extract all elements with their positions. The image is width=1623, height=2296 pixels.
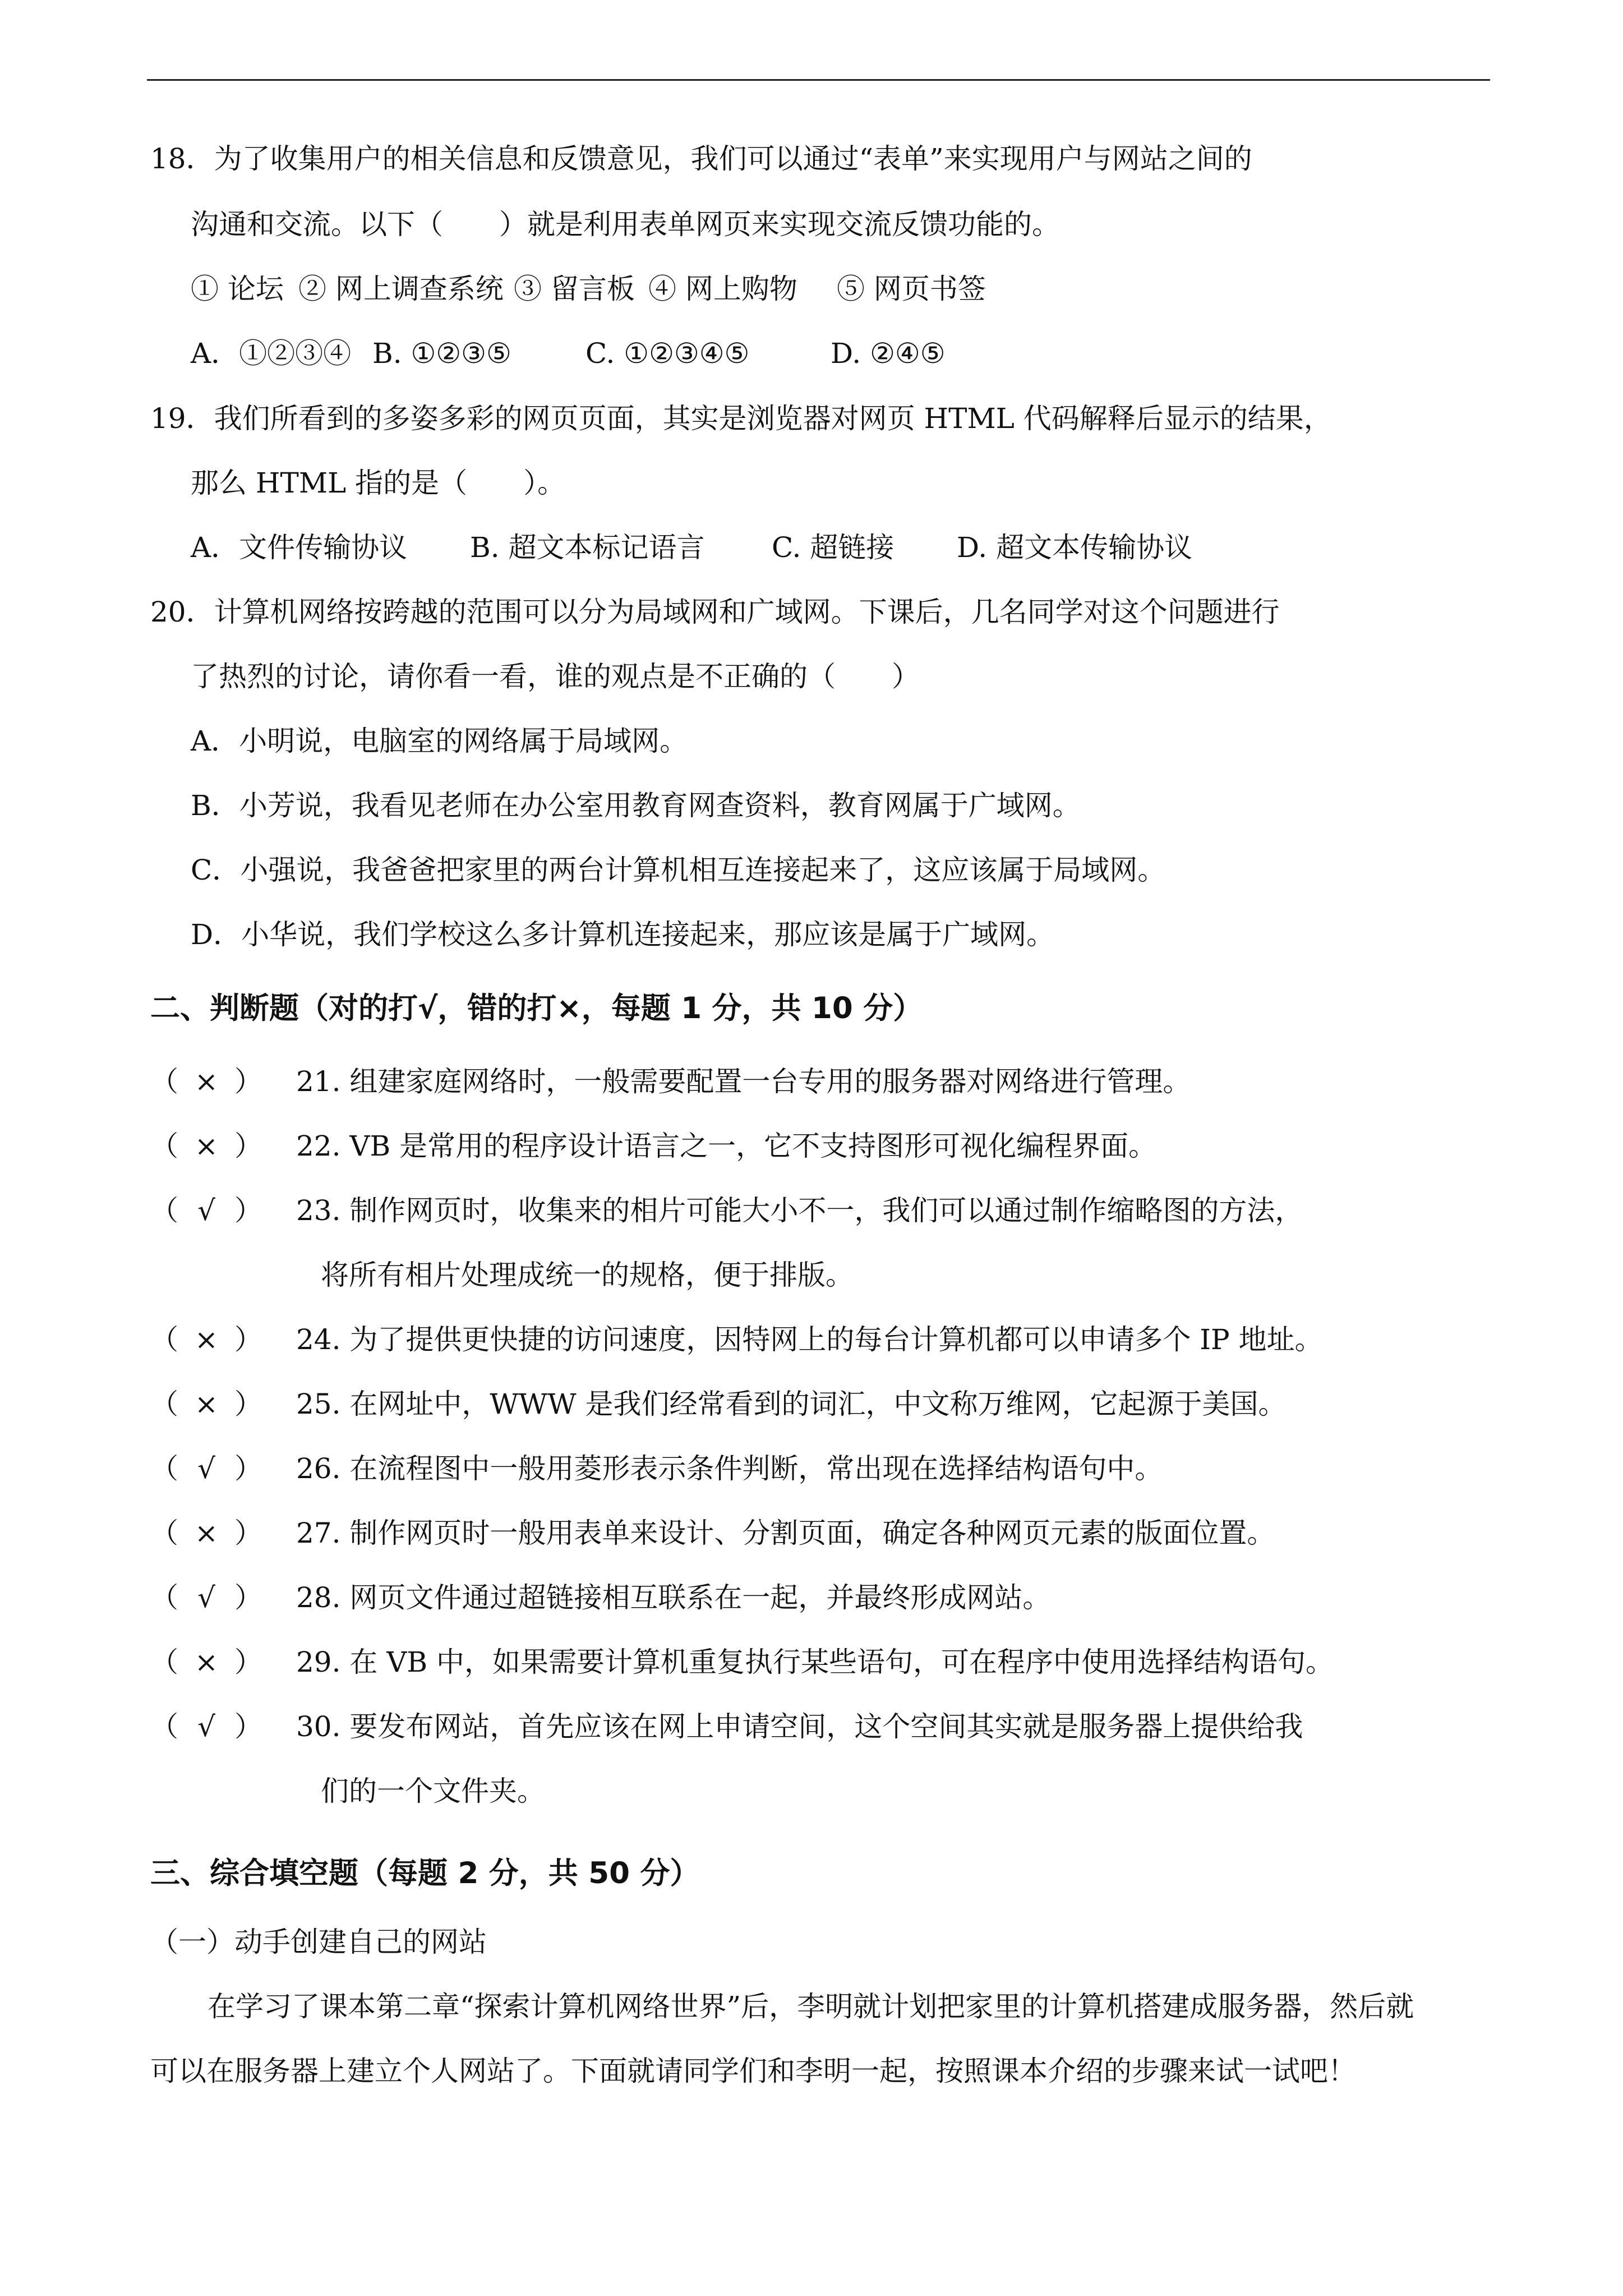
tf-mark: √ xyxy=(197,1581,215,1614)
tf-text: 22. VB 是常用的程序设计语言之一，它不支持图形可视化编程界面。 xyxy=(296,1130,1157,1162)
tf-mark: √ xyxy=(197,1194,215,1227)
section3-heading: 三、综合填空题（每题 2 分，共 50 分） xyxy=(150,1856,700,1890)
q18-line2: 沟通和交流。以下（ ）就是利用表单网页来实现交流反馈功能的。 xyxy=(191,208,1060,241)
q18-item: ③ 留言板 xyxy=(514,273,635,305)
tf-item-30-continuation: 们的一个文件夹。 xyxy=(321,1775,545,1807)
q20-option-a: A．小明说，电脑室的网络属于局域网。 xyxy=(191,725,688,757)
tf-text: 26. 在流程图中一般用菱形表示条件判断，常出现在选择结构语句中。 xyxy=(296,1452,1163,1485)
section3-subheading: （一）动手创建自己的网站 xyxy=(150,1926,487,1958)
paren-close: ） xyxy=(234,1323,262,1356)
paren-open: （ xyxy=(150,1130,178,1162)
tf-text: 27. 制作网页时一般用表单来设计、分割页面，确定各种网页元素的版面位置。 xyxy=(296,1517,1275,1549)
paren-open: （ xyxy=(150,1646,178,1678)
tf-mark: × xyxy=(195,1065,218,1098)
paren-close: ） xyxy=(234,1388,262,1420)
q19-line2: 那么 HTML 指的是（ ）。 xyxy=(191,467,566,499)
paren-open: （ xyxy=(150,1388,178,1420)
paren-open: （ xyxy=(150,1517,178,1549)
tf-item-28 xyxy=(150,1581,1050,1614)
tf-text: 23. 制作网页时，收集来的相片可能大小不一，我们可以通过制作缩略图的方法， xyxy=(296,1194,1303,1227)
paren-close: ） xyxy=(234,1065,262,1098)
q20-option-c: C．小强说，我爸爸把家里的两台计算机相互连接起来了，这应该属于局域网。 xyxy=(191,854,1166,886)
tf-mark: × xyxy=(195,1388,218,1420)
tf-mark: × xyxy=(195,1646,218,1678)
tf-text: 24. 为了提供更快捷的访问速度，因特网上的每台计算机都可以申请多个 IP 地址。 xyxy=(296,1323,1323,1356)
q20-option-d: D．小华说，我们学校这么多计算机连接起来，那应该是属于广域网。 xyxy=(191,918,1055,951)
tf-mark: × xyxy=(195,1517,218,1549)
tf-text: 28. 网页文件通过超链接相互联系在一起，并最终形成网站。 xyxy=(296,1581,1051,1614)
q18-item: ① 论坛 xyxy=(191,273,284,305)
paren-open: （ xyxy=(150,1581,178,1614)
q19-option: D. 超文本传输协议 xyxy=(957,531,1193,564)
paren-close: ） xyxy=(234,1646,262,1678)
q19-option: C. 超链接 xyxy=(772,531,895,564)
q18-item: ⑤ 网页书签 xyxy=(837,273,986,305)
q18-options xyxy=(191,337,946,370)
tf-item-27 xyxy=(150,1516,1275,1550)
paren-open: （ xyxy=(150,1194,178,1227)
q18-item: ② 网上调查系统 xyxy=(298,273,504,305)
tf-item-23-continuation: 将所有相片处理成统一的规格，便于排版。 xyxy=(321,1259,854,1291)
paren-close: ） xyxy=(234,1581,262,1614)
tf-mark: × xyxy=(195,1130,218,1162)
q18-items xyxy=(191,272,986,306)
tf-item-30 xyxy=(150,1710,1303,1743)
paren-close: ） xyxy=(234,1517,262,1549)
q19-options xyxy=(191,531,1192,564)
paren-close: ） xyxy=(234,1710,262,1743)
paren-open: （ xyxy=(150,1710,178,1743)
tf-text: 21. 组建家庭网络时，一般需要配置一台专用的服务器对网络进行管理。 xyxy=(296,1065,1191,1098)
paren-open: （ xyxy=(150,1452,178,1485)
paren-close: ） xyxy=(234,1194,262,1227)
tf-item-21 xyxy=(150,1065,1191,1098)
q18-option: B. ①②③⑤ xyxy=(372,337,511,370)
tf-item-23 xyxy=(150,1194,1303,1227)
paren-close: ） xyxy=(234,1130,262,1162)
tf-text: 30. 要发布网站，首先应该在网上申请空间，这个空间其实就是服务器上提供给我 xyxy=(296,1710,1303,1743)
q18-item: ④ 网上购物 xyxy=(648,273,797,305)
paren-open: （ xyxy=(150,1065,178,1098)
paren-open: （ xyxy=(150,1323,178,1356)
tf-item-24 xyxy=(150,1323,1323,1356)
tf-mark: √ xyxy=(197,1710,215,1743)
tf-item-26 xyxy=(150,1452,1163,1485)
q20-line1: 20．计算机网络按跨越的范围可以分为局域网和广域网。下课后，几名同学对这个问题进行 xyxy=(150,596,1280,628)
q19-option: B. 超文本标记语言 xyxy=(470,531,705,564)
tf-text: 25. 在网址中，WWW 是我们经常看到的词汇，中文称万维网，它起源于美国。 xyxy=(296,1388,1287,1420)
tf-text: 29. 在 VB 中，如果需要计算机重复执行某些语句，可在程序中使用选择结构语句。 xyxy=(296,1646,1334,1678)
q18-line1: 18．为了收集用户的相关信息和反馈意见，我们可以通过“表单”来实现用户与网站之间的 xyxy=(150,142,1252,175)
q18-option: D. ②④⑤ xyxy=(831,337,946,370)
q19-option: A．文件传输协议 xyxy=(191,531,408,564)
section3-paragraph-line2: 可以在服务器上建立个人网站了。下面就请同学们和李明一起，按照课本介绍的步骤来试一试吧！ xyxy=(150,2055,1356,2087)
q20-line2: 了热烈的讨论，请你看一看，谁的观点是不正确的（ ） xyxy=(191,660,920,693)
q19-line1: 19．我们所看到的多姿多彩的网页页面，其实是浏览器对网页 HTML 代码解释后显示的结果， xyxy=(150,402,1332,435)
tf-item-22 xyxy=(150,1129,1156,1163)
tf-item-25 xyxy=(150,1387,1286,1421)
q20-option-b: B．小芳说，我看见老师在办公室用教育网查资料，教育网属于广域网。 xyxy=(191,789,1081,822)
tf-mark: × xyxy=(195,1323,218,1356)
tf-mark: √ xyxy=(197,1452,215,1485)
q18-option: A．①②③④ xyxy=(191,337,352,370)
tf-item-29 xyxy=(150,1645,1334,1679)
q18-option: C. ①②③④⑤ xyxy=(585,337,750,370)
section2-heading: 二、判断题（对的打√，错的打×，每题 1 分，共 10 分） xyxy=(150,991,923,1025)
top-rule xyxy=(147,79,1490,81)
section3-paragraph-line1: 在学习了课本第二章“探索计算机网络世界”后，李明就计划把家里的计算机搭建成服务器，然后就 xyxy=(208,1990,1414,2023)
paren-close: ） xyxy=(234,1452,262,1485)
